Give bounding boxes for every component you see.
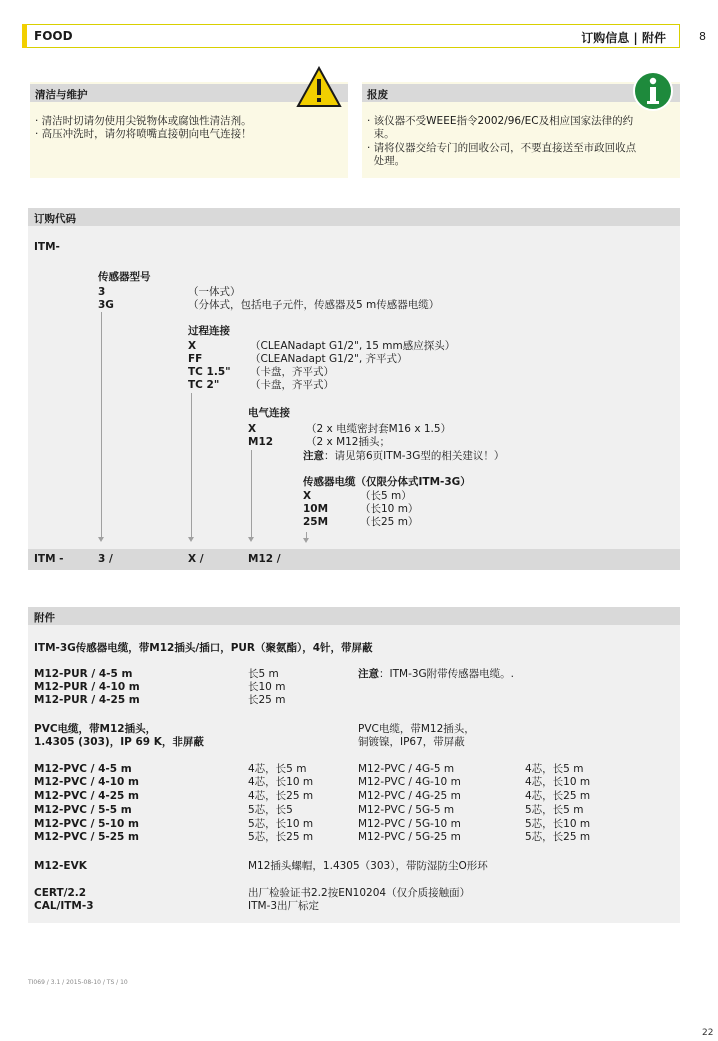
evk-desc: M12插头螺帽，1.4305（303），带防湿防尘O形环 (248, 860, 488, 872)
pvc-desc-3: 4芯，长25 m (248, 790, 314, 802)
footer-small-text: TI069 / 3.1 / 2015-08-10 / TS / 10 (28, 979, 128, 986)
example-sensor: 3 / (98, 553, 113, 565)
sensor-code-3: 3 (98, 286, 106, 298)
accessories-title: 附件 (34, 612, 55, 624)
elec-arrow (251, 450, 252, 537)
pvcg-desc-1: 4芯，长5 m (525, 763, 584, 775)
pur-desc-1: 长5 m (248, 668, 279, 680)
cable-code-10m: 10M (303, 503, 329, 515)
example-prefix: ITM - (34, 553, 64, 565)
cable-code-25m: 25M (303, 516, 329, 528)
pvcg-code-1: M12-PVC / 4G-5 m (358, 763, 455, 775)
cable-desc-25m: （长25 m） (360, 516, 419, 528)
pvcg-code-4: M12-PVC / 5G-5 m (358, 804, 455, 816)
pvc-code-6: M12-PVC / 5-25 m (34, 831, 139, 843)
process-code-tc15: TC 1.5" (188, 366, 231, 378)
pvc-right-heading-2: 铜镀镍，IP67，带屏蔽 (358, 736, 465, 748)
pvc-code-2: M12-PVC / 4-10 m (34, 776, 139, 788)
evk-code: M12-EVK (34, 860, 87, 872)
cert-desc: 出厂检验证书2.2按EN10204（仅介质接触面） (248, 887, 471, 899)
pvc-desc-2: 4芯，长10 m (248, 776, 314, 788)
pur-note (358, 668, 514, 681)
order-example-bar (28, 549, 680, 570)
sensor-heading: 传感器型号 (98, 271, 151, 283)
pur-desc-3: 长25 m (248, 694, 286, 706)
pvcg-code-6: M12-PVC / 5G-25 m (358, 831, 461, 843)
sensor-desc-3g: （分体式，包括电子元件，传感器及5 m传感器电缆） (188, 299, 440, 311)
header-right: 订购信息 | 附件 (581, 31, 666, 45)
pvc-code-1: M12-PVC / 4-5 m (34, 763, 132, 775)
disposal-title: 报废 (367, 89, 388, 101)
elec-heading: 电气连接 (248, 407, 290, 419)
warning-icon (296, 66, 342, 111)
cleaning-line-1: · 清洁时切请勿使用尖锐物体或腐蚀性清洁剂。 (35, 115, 252, 127)
sensor-code-3g: 3G (98, 299, 114, 311)
disposal-line-2: 束。 (367, 128, 395, 140)
header-left: FOOD (34, 29, 73, 43)
pvc-desc-4: 5芯，长5 (248, 804, 293, 816)
accessories-title-bar (28, 607, 680, 625)
cal-code: CAL/ITM-3 (34, 900, 94, 912)
order-prefix: ITM- (34, 241, 60, 253)
pvcg-desc-5: 5芯，长10 m (525, 818, 591, 830)
cert-code: CERT/2.2 (34, 887, 87, 899)
pvcg-desc-6: 5芯，长25 m (525, 831, 591, 843)
pvc-desc-5: 5芯，长10 m (248, 818, 314, 830)
process-desc-x: （CLEANadapt G1/2", 15 mm感应探头） (250, 340, 456, 352)
cleaning-line-2: · 高压冲洗时，请勿将喷嘴直接朝向电气连接！ (35, 128, 252, 140)
pur-code-2: M12-PUR / 4-10 m (34, 681, 140, 693)
pvcg-code-2: M12-PVC / 4G-10 m (358, 776, 461, 788)
pur-code-3: M12-PUR / 4-25 m (34, 694, 140, 706)
elec-note-label: 注意 (303, 450, 324, 462)
pur-desc-2: 长10 m (248, 681, 286, 693)
pvcg-desc-3: 4芯，长25 m (525, 790, 591, 802)
order-panel (28, 208, 680, 570)
cable-heading: 传感器电缆（仅限分体式ITM-3G） (303, 476, 471, 488)
process-arrow (191, 393, 192, 537)
pvc-code-5: M12-PVC / 5-10 m (34, 818, 139, 830)
pur-note-text: ：ITM-3G附带传感器电缆。. (379, 668, 515, 680)
elec-code-x: X (248, 423, 257, 435)
pvc-desc-1: 4芯，长5 m (248, 763, 307, 775)
cable-desc-x: （长5 m） (360, 490, 412, 502)
order-title-bar (28, 208, 680, 226)
process-desc-ff: （CLEANadapt G1/2", 齐平式） (250, 353, 408, 365)
header-accent (22, 24, 27, 48)
disposal-line-1: · 该仪器不受WEEE指令2002/96/EC及相应国家法律的约 (367, 115, 634, 127)
cable-desc-10m: （长10 m） (360, 503, 419, 515)
cal-desc: ITM-3出厂标定 (248, 900, 320, 912)
pvc-left-heading-1: PVC电缆，带M12插头， (34, 723, 157, 735)
pvc-code-4: M12-PVC / 5-5 m (34, 804, 132, 816)
elec-code-m12: M12 (248, 436, 274, 448)
pvc-desc-6: 5芯，长25 m (248, 831, 314, 843)
disposal-line-4: 处理。 (367, 155, 406, 167)
process-code-x: X (188, 340, 197, 352)
order-title: 订购代码 (34, 213, 76, 225)
pvc-code-3: M12-PVC / 4-25 m (34, 790, 139, 802)
cable-arrow (306, 532, 307, 538)
footer-page-number: 22 (702, 1028, 714, 1038)
pur-heading: ITM-3G传感器电缆，带M12插头/插口，PUR（聚氨酯），4针，带屏蔽 (34, 642, 373, 654)
elec-note (303, 450, 504, 463)
sensor-arrow (101, 312, 102, 537)
process-code-ff: FF (188, 353, 203, 365)
cleaning-title: 清洁与维护 (35, 89, 88, 101)
disposal-line-3: · 请将仪器交给专门的回收公司，不要直接送至市政回收点 (367, 142, 637, 154)
process-code-tc2: TC 2" (188, 379, 220, 391)
elec-note-text: ：请见第6页ITM-3G型的相关建议！） (324, 450, 505, 462)
cable-code-x: X (303, 490, 312, 502)
elec-desc-m12: （2 x M12插头； (306, 436, 390, 448)
header-page-number: 8 (699, 30, 706, 43)
pvc-right-heading-1: PVC电缆，带M12插头， (358, 723, 475, 735)
process-desc-tc15: （卡盘，齐平式） (250, 366, 334, 378)
info-icon (632, 70, 674, 115)
sensor-desc-3: （一体式） (188, 286, 241, 298)
pur-code-1: M12-PUR / 4-5 m (34, 668, 133, 680)
pvcg-desc-4: 5芯，长5 m (525, 804, 584, 816)
pur-note-label: 注意 (358, 668, 379, 680)
elec-desc-x: （2 x 电缆密封套M16 x 1.5） (306, 423, 452, 435)
process-heading: 过程连接 (188, 325, 230, 337)
process-desc-tc2: （卡盘，齐平式） (250, 379, 334, 391)
pvcg-code-5: M12-PVC / 5G-10 m (358, 818, 461, 830)
pvc-left-heading-2: 1.4305 (303)，IP 69 K，非屏蔽 (34, 736, 204, 748)
example-elec: M12 / (248, 553, 281, 565)
pvcg-code-3: M12-PVC / 4G-25 m (358, 790, 461, 802)
example-process: X / (188, 553, 204, 565)
pvcg-desc-2: 4芯，长10 m (525, 776, 591, 788)
